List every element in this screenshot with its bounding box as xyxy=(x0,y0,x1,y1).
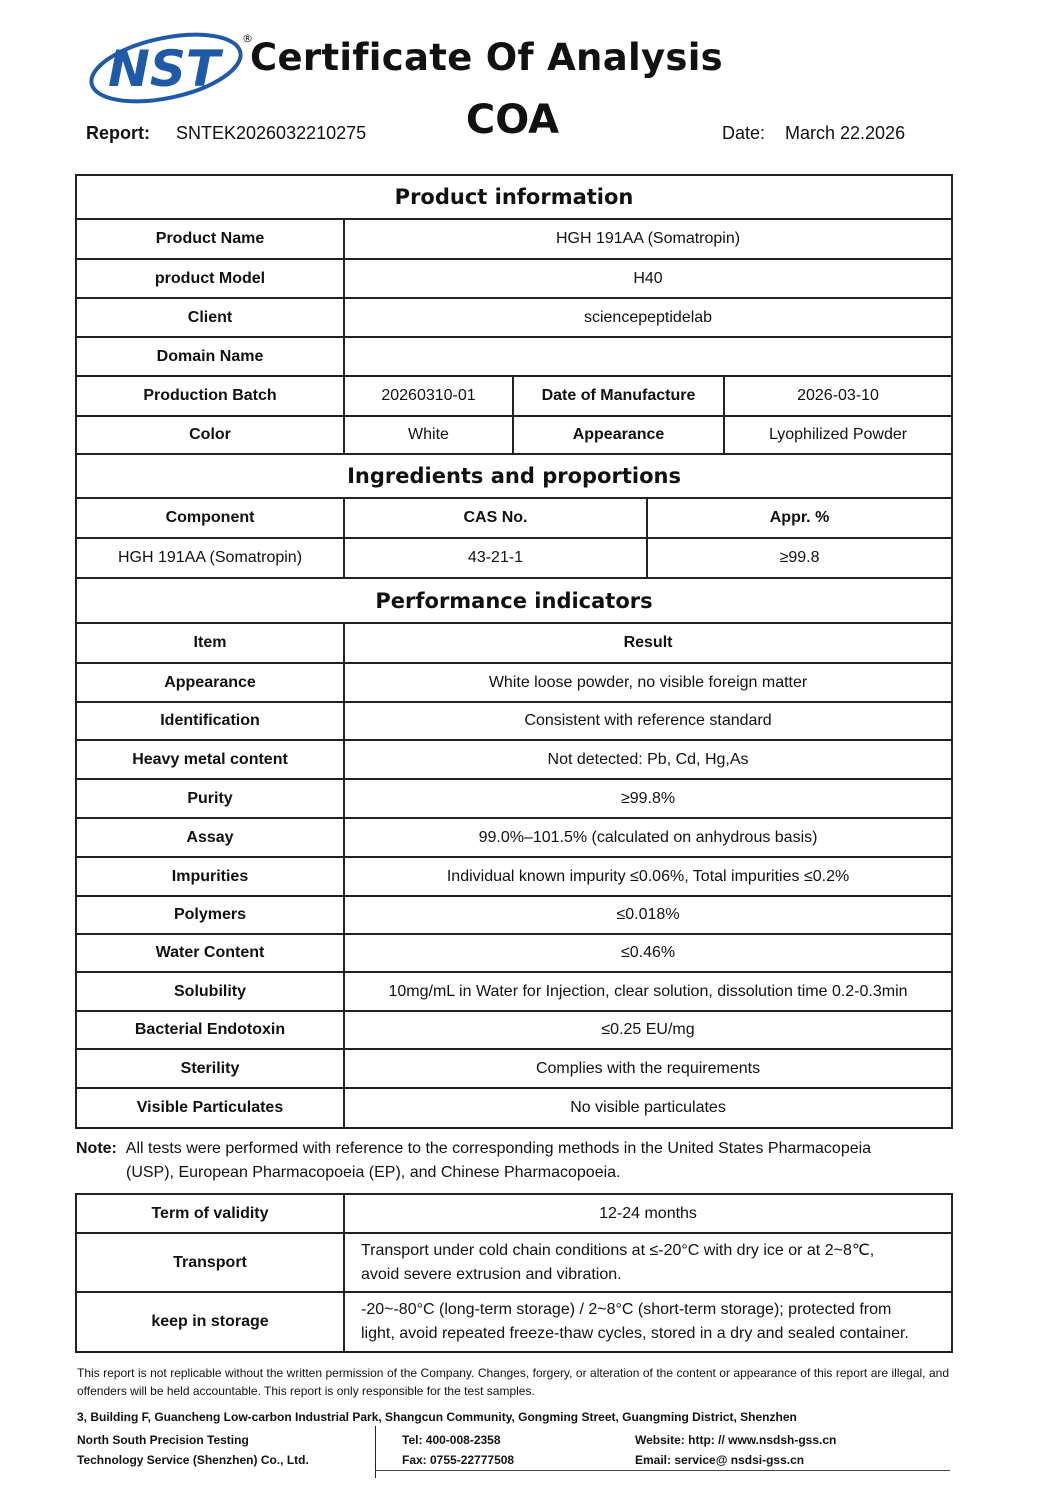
client-label: Client xyxy=(76,298,344,337)
table-row xyxy=(76,896,952,934)
report-label: Report: xyxy=(86,123,150,143)
table-row xyxy=(76,702,952,740)
date-label: Date: xyxy=(722,123,766,143)
percent-cell: ≥99.8 xyxy=(647,538,952,578)
result-cell: No visible particulates xyxy=(344,1088,952,1128)
transport-value xyxy=(344,1233,952,1292)
item-cell: Water Content xyxy=(76,934,344,972)
color-label: Color xyxy=(76,416,344,454)
company-name-line-2: Technology Service (Shenzhen) Co., Ltd. xyxy=(77,1453,309,1467)
production-batch-label: Production Batch xyxy=(76,376,344,416)
item-cell: Assay xyxy=(76,818,344,857)
email-link[interactable]: Email: service@ nsdsi-gss.cn xyxy=(635,1453,805,1467)
table-row xyxy=(76,663,952,702)
product-info-heading: Product information xyxy=(76,175,952,219)
svg-text:®: ® xyxy=(242,32,253,45)
company-name-line-1: North South Precision Testing xyxy=(77,1433,249,1447)
client-value: sciencepeptidelab xyxy=(344,298,952,337)
result-header: Result xyxy=(344,623,952,663)
table-row xyxy=(76,857,952,896)
item-header: Item xyxy=(76,623,344,663)
table-row xyxy=(76,740,952,779)
color-value: White xyxy=(344,416,513,454)
item-cell: Solubility xyxy=(76,972,344,1011)
transport-label: Transport xyxy=(76,1233,344,1292)
item-cell: Polymers xyxy=(76,896,344,934)
item-cell: Purity xyxy=(76,779,344,818)
appearance-value: Lyophilized Powder xyxy=(724,416,952,454)
appearance-label: Appearance xyxy=(513,416,724,454)
ingredients-heading: Ingredients and proportions xyxy=(76,454,952,498)
result-cell: ≤0.018% xyxy=(344,896,952,934)
product-name-label: Product Name xyxy=(76,219,344,259)
report-date: March 22.2026 xyxy=(785,123,906,143)
svg-text:NST: NST xyxy=(108,40,220,98)
website-link[interactable]: Website: http: // www.nsdsh-gss.cn xyxy=(635,1433,837,1447)
result-cell: Complies with the requirements xyxy=(344,1049,952,1088)
performance-heading: Performance indicators xyxy=(76,578,952,623)
result-cell: 10mg/mL in Water for Injection, clear solution, dissolution time 0.2-0.3min xyxy=(344,972,952,1011)
domain-name-value xyxy=(344,337,952,376)
ingredient-row xyxy=(76,538,952,578)
product-name-value: HGH 191AA (Somatropin) xyxy=(344,219,952,259)
product-model-value: H40 xyxy=(344,259,952,298)
item-cell: Identification xyxy=(76,702,344,740)
result-cell: White loose powder, no visible foreign matter xyxy=(344,663,952,702)
coa-table xyxy=(75,174,953,1353)
document-title: Certificate Of Analysis xyxy=(249,36,723,79)
transport-line-1: Transport under cold chain conditions at ≤-20°C with dry ice or at 2~8℃, xyxy=(361,1241,875,1259)
component-cell: HGH 191AA (Somatropin) xyxy=(76,538,344,578)
note-line-1: All tests were performed with reference to the corresponding methods in the United States Pharmacopeia xyxy=(125,1140,872,1157)
validity-value: 12-24 months xyxy=(344,1194,952,1233)
item-cell: Heavy metal content xyxy=(76,740,344,779)
table-row xyxy=(76,1088,952,1128)
table-row xyxy=(76,818,952,857)
item-cell: Impurities xyxy=(76,857,344,896)
table-row xyxy=(76,934,952,972)
result-cell: ≥99.8% xyxy=(344,779,952,818)
result-cell: Not detected: Pb, Cd, Hg,As xyxy=(344,740,952,779)
company-address: 3, Building F, Guancheng Low-carbon Industrial Park, Shangcun Community, Gongming Street, Guangming District, Shenzhen xyxy=(77,1410,797,1424)
validity-label: Term of validity xyxy=(76,1194,344,1233)
table-row xyxy=(76,779,952,818)
note-line-2: (USP), European Pharmacopoeia (EP), and Chinese Pharmacopoeia. xyxy=(126,1164,621,1181)
note-label: Note: xyxy=(76,1140,117,1157)
result-cell: Individual known impurity ≤0.06%, Total impurities ≤0.2% xyxy=(344,857,952,896)
result-cell: ≤0.46% xyxy=(344,934,952,972)
product-model-label: product Model xyxy=(76,259,344,298)
result-cell: 99.0%–101.5% (calculated on anhydrous basis) xyxy=(344,818,952,857)
domain-name-label: Domain Name xyxy=(76,337,344,376)
report-number: SNTEK2026032210275 xyxy=(176,123,367,143)
result-cell: ≤0.25 EU/mg xyxy=(344,1011,952,1049)
table-row xyxy=(76,1011,952,1049)
storage-line-1: -20~-80°C (long-term storage) / 2~8°C (short-term storage); protected from xyxy=(361,1301,892,1318)
disclaimer: This report is not replicable without the written permission of the Company. Changes, forgery, or alteration of the content or appearance of this report are illegal, and offenders will be held accountable. This report is only responsible for the test samples. xyxy=(77,1366,949,1398)
table-row xyxy=(76,1049,952,1088)
percent-header: Appr. % xyxy=(647,498,952,538)
storage-line-2: light, avoid repeated freeze-thaw cycles, stored in a dry and sealed container. xyxy=(361,1325,909,1342)
table-row xyxy=(76,972,952,1011)
manufacture-date-label: Date of Manufacture xyxy=(513,376,724,416)
item-cell: Visible Particulates xyxy=(76,1088,344,1128)
telephone: Tel: 400-008-2358 xyxy=(402,1433,501,1447)
transport-line-2: avoid severe extrusion and vibration. xyxy=(361,1265,622,1283)
item-cell: Appearance xyxy=(76,663,344,702)
document-subtitle: COA xyxy=(465,97,560,143)
fax: Fax: 0755-22777508 xyxy=(402,1453,515,1467)
storage-label: keep in storage xyxy=(76,1292,344,1352)
cas-header: CAS No. xyxy=(344,498,647,538)
note xyxy=(76,1128,952,1194)
production-batch-value: 20260310-01 xyxy=(344,376,513,416)
footer-underline xyxy=(375,1470,950,1471)
manufacture-date-value: 2026-03-10 xyxy=(724,376,952,416)
storage-value xyxy=(344,1292,952,1352)
item-cell: Sterility xyxy=(76,1049,344,1088)
item-cell: Bacterial Endotoxin xyxy=(76,1011,344,1049)
cas-cell: 43-21-1 xyxy=(344,538,647,578)
result-cell: Consistent with reference standard xyxy=(344,702,952,740)
component-header: Component xyxy=(76,498,344,538)
